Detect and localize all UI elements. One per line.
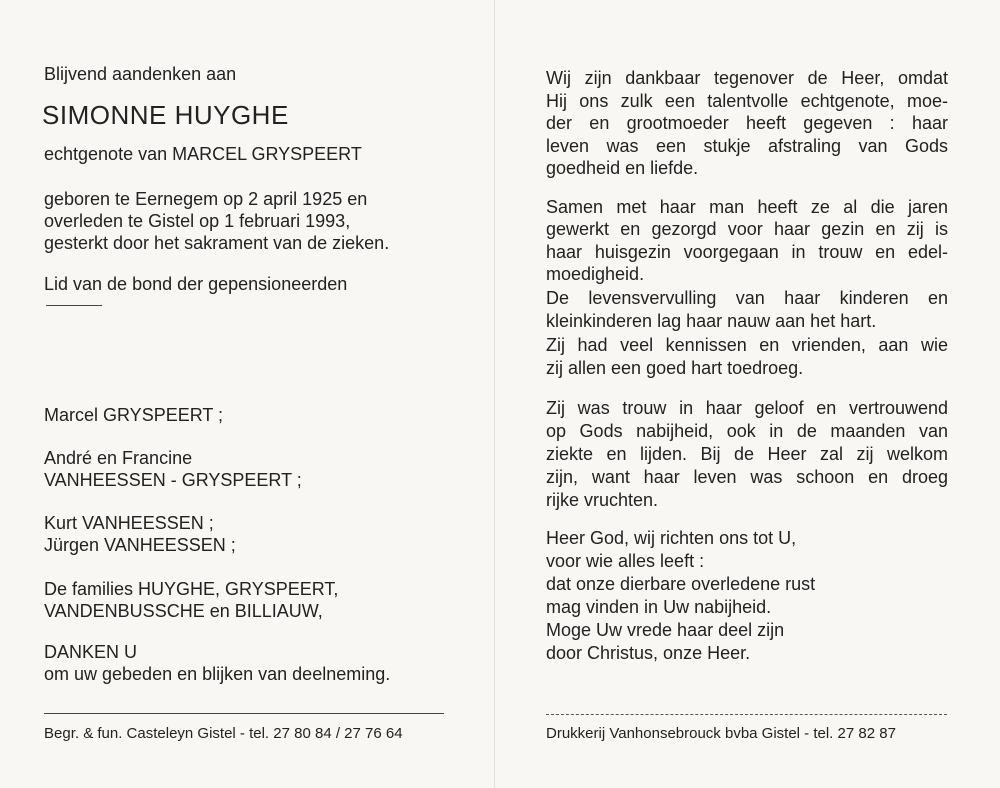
prayer-line: voor wie alles leeft :: [546, 551, 705, 571]
prayer-line: Heer God, wij richten ons tot U,: [546, 528, 797, 548]
text-line: Wij zijn dankbaar tegenover de Heer, omdat: [546, 68, 948, 88]
family-line-1: Marcel GRYSPEERT ;: [44, 405, 224, 425]
text-line: moedigheid.: [546, 264, 645, 284]
family-line-2: André en Francine: [44, 448, 193, 468]
text-line: ziekte en lijden. Bij de Heer zal zij welkom: [546, 444, 948, 464]
text-line: zijn, want haar leven was schoon en droeg: [546, 467, 948, 487]
deceased-name: SIMONNE HUYGHE: [42, 100, 289, 130]
prayer-line: Moge Uw vrede haar deel zijn: [546, 620, 785, 640]
intro-line: Blijvend aandenken aan: [44, 64, 237, 84]
birth-line: geboren te Eernegem op 2 april 1925 en: [44, 189, 368, 209]
prayer-line: door Christus, onze Heer.: [546, 643, 751, 663]
text-line: der en grootmoeder heeft gegeven : haar: [546, 113, 948, 133]
right-page: [495, 0, 1000, 788]
text-line: Zij was trouw in haar geloof en vertrouwend: [546, 398, 948, 418]
text-line: leven was een stukje afstraling van Gods: [546, 136, 948, 156]
family-line-4: Kurt VANHEESSEN ;: [44, 513, 214, 533]
membership-line: Lid van de bond der gepensioneerden: [44, 274, 348, 294]
prayer-line: dat onze dierbare overledene rust: [546, 574, 816, 594]
text-line: Zij had veel kennissen en vrienden, aan wie: [546, 335, 948, 355]
family-line-7: VANDENBUSSCHE en BILLIAUW,: [44, 601, 323, 621]
text-line: rijke vruchten.: [546, 490, 659, 510]
text-line: kleinkinderen lag haar nauw aan het hart.: [546, 311, 877, 331]
left-page: [0, 0, 494, 788]
thanks-line: om uw gebeden en blijken van deelneming.: [44, 664, 391, 684]
text-line: Samen met haar man heeft ze al die jaren: [546, 197, 948, 217]
family-line-5: Jürgen VANHEESSEN ;: [44, 535, 236, 555]
text-line: goedheid en liefde.: [546, 158, 699, 178]
short-divider: [46, 305, 102, 306]
funeral-home-footer: Begr. & fun. Casteleyn Gistel - tel. 27 80 84 / 27 76 64: [44, 725, 403, 742]
text-line: haar huisgezin voorgegaan in trouw en edel-: [546, 242, 948, 262]
sacrament-line: gesterkt door het sakrament van de zieken.: [44, 233, 390, 253]
text-line: op Gods nabijheid, ook in de maanden van: [546, 421, 948, 441]
death-line: overleden te Gistel op 1 februari 1993,: [44, 211, 351, 231]
text-line: De levensvervulling van haar kinderen en: [546, 288, 948, 308]
family-line-3: VANHEESSEN - GRYSPEERT ;: [44, 470, 302, 490]
text-line: gewerkt en gezorgd voor haar gezin en zij is: [546, 219, 948, 239]
printer-footer: Drukkerij Vanhonsebrouck bvba Gistel - tel. 27 82 87: [546, 725, 896, 742]
spouse-line: echtgenote van MARCEL GRYSPEERT: [44, 144, 362, 164]
footer-divider-left: [44, 713, 444, 714]
footer-divider-right: [546, 714, 947, 715]
thanks-heading: DANKEN U: [44, 642, 138, 662]
family-line-6: De families HUYGHE, GRYSPEERT,: [44, 579, 339, 599]
text-line: zij allen een goed hart toedroeg.: [546, 358, 804, 378]
text-line: Hij ons zulk een talentvolle echtgenote, moe-: [546, 91, 948, 111]
prayer-line: mag vinden in Uw nabijheid.: [546, 597, 772, 617]
